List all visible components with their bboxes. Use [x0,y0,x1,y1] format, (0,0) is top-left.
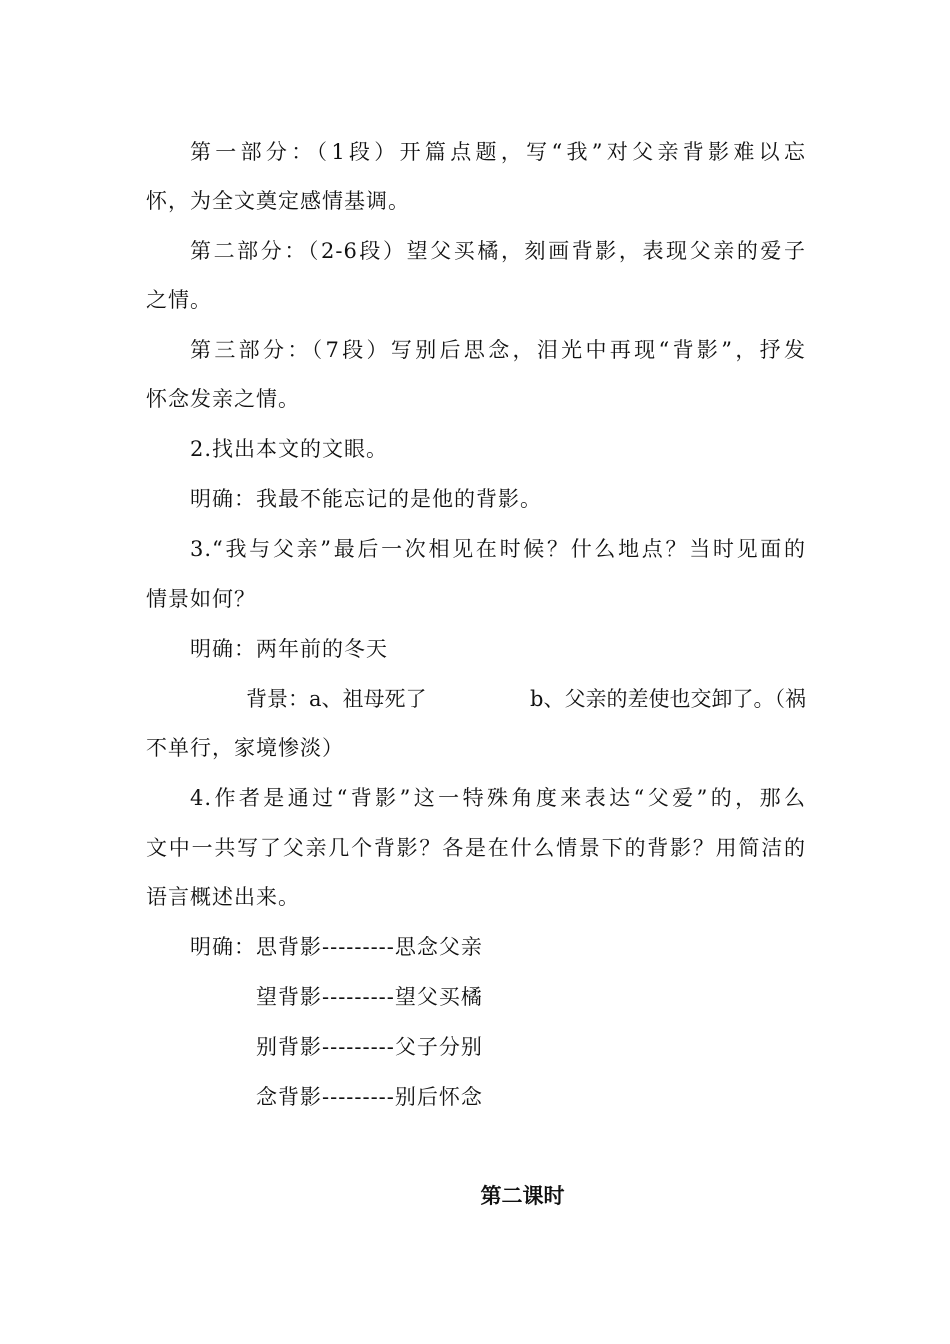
part2-line1: 第二部分：（2-6段）望父买橘，刻画背影，表现父亲的爱子 [190,239,806,263]
part3-line1: 第三部分：（7段）写别后思念，泪光中再现“背影”，抒发 [190,338,806,362]
question-4-line2: 文中一共写了父亲几个背影？各是在什么情景下的背影？用简洁的 [146,836,806,860]
question-4-line3: 语言概述出来。 [146,885,300,909]
answer-3: 明确：两年前的冬天 [190,637,388,661]
part1-line1: 第一部分：（1段）开篇点题，写“我”对父亲背影难以忘 [190,140,806,164]
answer-4-item: 别背影---------父子分别 [256,1035,483,1059]
answer-4-item: 明确：思背影---------思念父亲 [190,935,483,959]
question-3-line1: 3.“我与父亲”最后一次相见在时候？什么地点？当时见面的 [190,537,806,561]
answer-2: 明确：我最不能忘记的是他的背影。 [190,487,542,511]
background-a: 背景：a、祖母死了 [246,687,427,711]
background-b: b、父亲的差使也交卸了。（祸 [530,687,806,711]
background-line2: 不单行，家境惨淡） [146,736,344,760]
part1-line2: 怀，为全文奠定感情基调。 [146,189,410,213]
answer-4-item: 望背影---------望父买橘 [256,985,483,1009]
question-4-line1: 4.作者是通过“背影”这一特殊角度来表达“父爱”的，那么 [190,786,806,810]
background-row [246,684,806,714]
section-heading: 第二课时 [480,1183,565,1208]
question-2: 2.找出本文的文眼。 [190,437,389,461]
answer-4-item: 念背影---------别后怀念 [256,1085,483,1109]
part2-line2: 之情。 [146,288,212,312]
part3-line2: 怀念发亲之情。 [146,387,300,411]
question-3-line2: 情景如何？ [146,587,256,611]
